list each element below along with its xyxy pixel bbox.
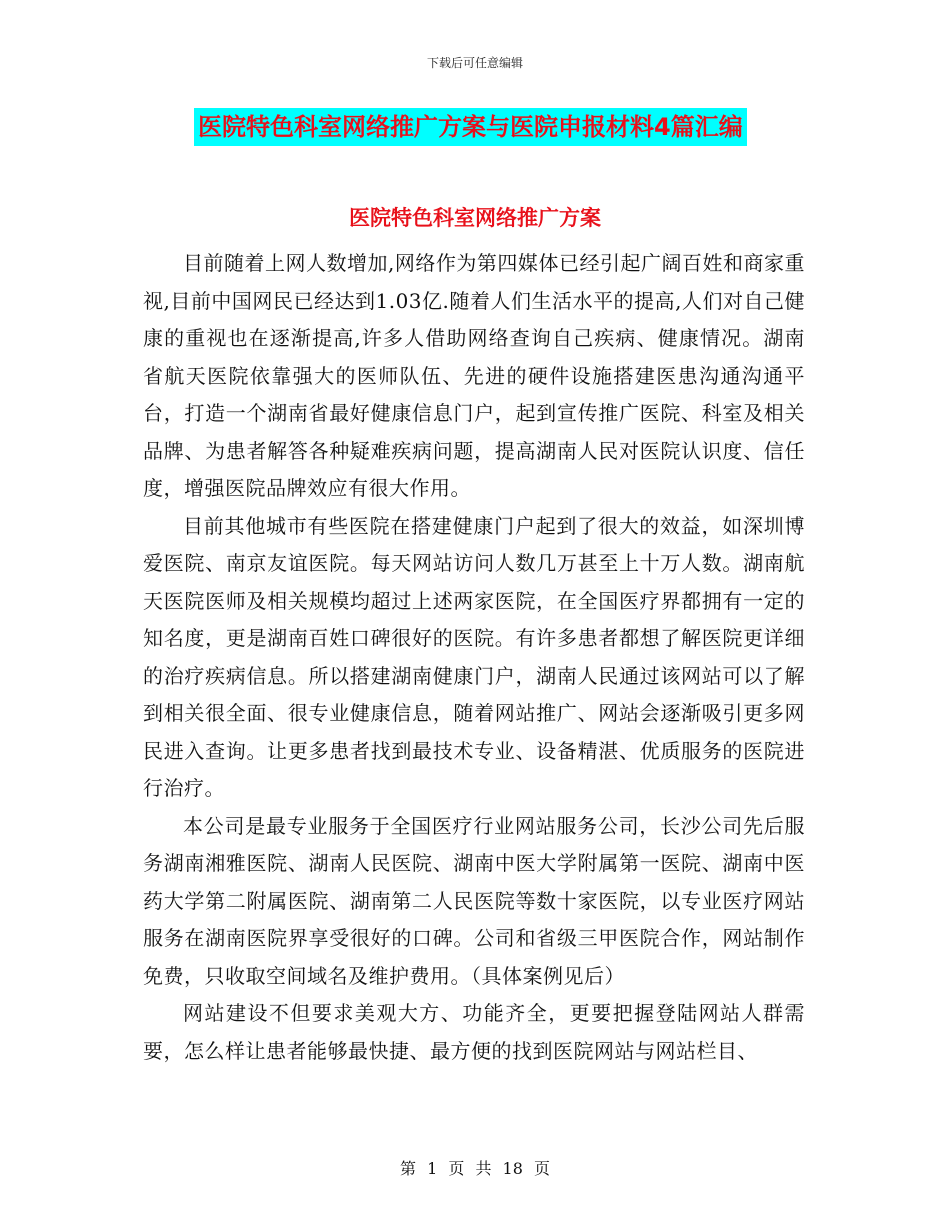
paragraph-4: 网站建设不但要求美观大方、功能齐全，更要把握登陆网站人群需要，怎么样让患者能够最快捷、最方便的找到医院网站与网站栏目、: [143, 1001, 805, 1063]
section-title: 医院特色科室网络推广方案: [349, 206, 601, 230]
document-body: [143, 245, 805, 1070]
page-header-note: 下载后可任意编辑: [426, 56, 523, 70]
page-number-footer: 第 1 页 共 18 页: [400, 1159, 550, 1178]
paragraph-1: 目前随着上网人数增加,网络作为第四媒体已经引起广阔百姓和商家重视,目前中国网民已经达到1.03亿.随着人们生活水平的提高,人们对自己健康的重视也在逐渐提高,许多人借助网络查询自己疾病、健康情况。湖南省航天医院依靠强大的医师队伍、先进的硬件设施搭建医患沟通沟通平台，打造一个湖南省最好健康信息门户，起到宣传推广医院、科室及相关品牌、为患者解答各种疑难疾病问题，提高湖南人民对医院认识度、信任度，增强医院品牌效应有很大作用。: [143, 251, 805, 500]
paragraph-2: 目前其他城市有些医院在搭建健康门户起到了很大的效益，如深圳博爱医院、南京友谊医院。每天网站访问人数几万甚至上十万人数。湖南航天医院医师及相关规模均超过上述两家医院，在全国医疗界都拥有一定的知名度，更是湖南百姓口碑很好的医院。有许多患者都想了解医院更详细的治疗疾病信息。所以搭建湖南健康门户，湖南人民通过该网站可以了解到相关很全面、很专业健康信息，随着网站推广、网站会逐渐吸引更多网民进入查询。让更多患者找到最技术专业、设备精湛、优质服务的医院进行治疗。: [143, 513, 805, 800]
document-title: 医院特色科室网络推广方案与医院申报材料4篇汇编: [194, 108, 747, 146]
paragraph-3: 本公司是最专业服务于全国医疗行业网站服务公司，长沙公司先后服务湖南湘雅医院、湖南人民医院、湖南中医大学附属第一医院、湖南中医药大学第二附属医院、湖南第二人民医院等数十家医院，以专业医疗网站服务在湖南医院界享受很好的口碑。公司和省级三甲医院合作，网站制作免费，只收取空间域名及维护费用。（具体案例见后）: [143, 813, 805, 988]
